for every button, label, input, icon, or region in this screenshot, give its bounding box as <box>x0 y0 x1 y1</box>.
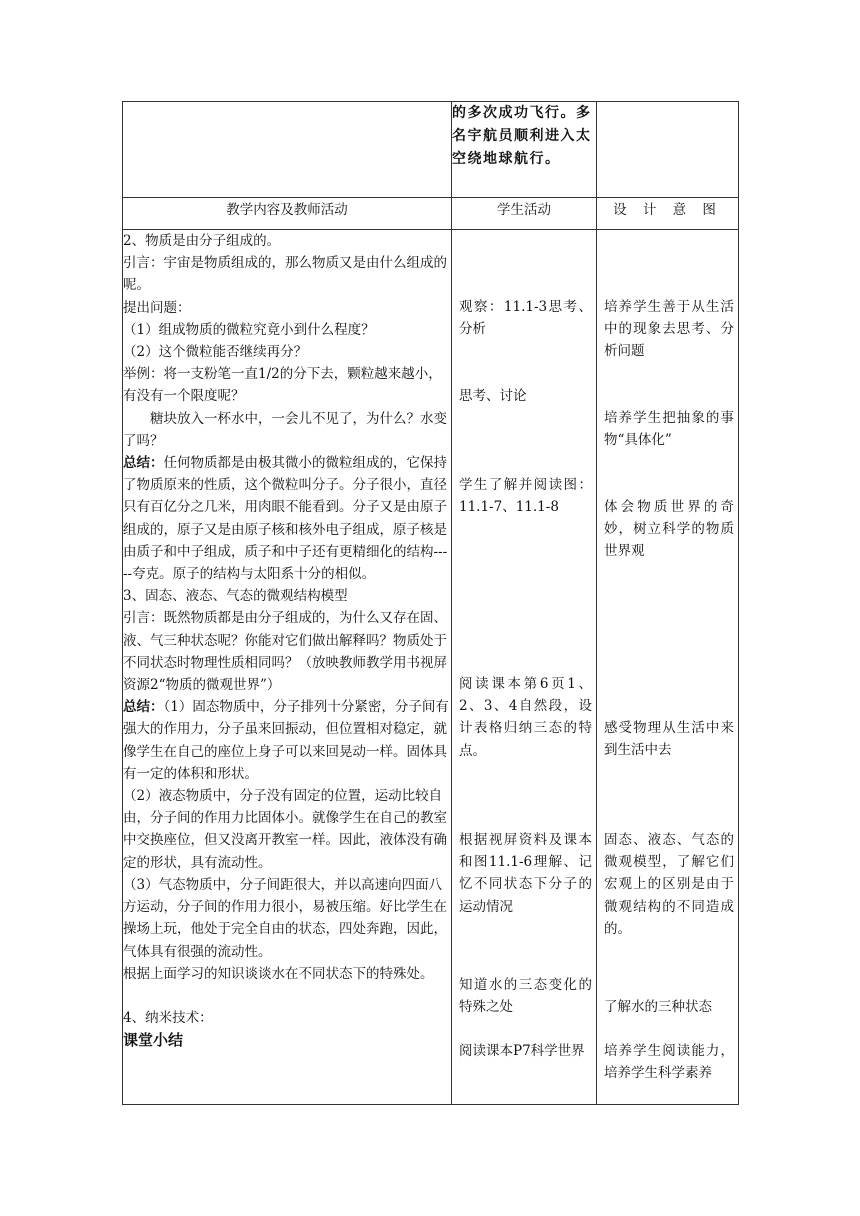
continued-student-cell: 的多次成功飞行。多名宇航员顺利进入太空绕地球航行。 <box>452 102 597 198</box>
gas-state-text: （3）气态物质中，分子间距很大，并以高速向四面八方运动，分子间的作用力很小，易被压缩。好比学生在操场上玩，他处于完全自由的状态，四处奔跑，因此，气体具有很强的流动性。 <box>123 876 447 960</box>
water-discussion: 根据上面学习的知识谈谈水在不同状态下的特殊处。 <box>123 965 434 982</box>
student-activity-cell <box>452 230 597 1105</box>
header-design: 设 计 意 图 <box>597 198 739 230</box>
teaching-content-cell <box>123 230 452 1105</box>
student-activity-1: 观察：11.1-3思考、分析 <box>459 299 592 338</box>
design-intent-7: 培养学生阅读能力，培养学生科学素养 <box>604 1043 734 1082</box>
intro-text-2: 引言：既然物质都是由分子组成的，为什么又存在固、液、气三种状态呢？你能对它们做出解释吗？物质处于不同状态时物理性质相同吗？（放映教师教学用书视屏资源2“物质的微观世界”） <box>123 610 447 694</box>
student-activity-7: 阅读课本P7科学世界 <box>459 1043 585 1059</box>
design-intent-3: 体会物质世界的奇妙，树立科学的物质世界观 <box>604 499 734 560</box>
student-activity-3: 学生了解并阅读图：11.1-7、11.1-8 <box>459 477 592 516</box>
summary-2-label: 总结： <box>123 699 164 716</box>
student-activity-5: 根据视屏资料及课本和图11.1-6理解、记忆不同状态下分子的运动情况 <box>459 832 592 915</box>
intro-text-1: 引言：宇宙是物质组成的，那么物质又是由什么组成的呢。 <box>123 255 447 294</box>
question-2: （2）这个微粒能否继续再分？ <box>123 344 308 361</box>
class-summary-title: 课堂小结 <box>123 1031 184 1050</box>
student-activity-6: 知道水的三态变化的特殊之处 <box>459 977 592 1016</box>
question-1: （1）组成物质的微粒究竟小到什么程度？ <box>123 321 375 338</box>
continued-design-cell <box>597 102 739 198</box>
section-2-heading: 2、物质是由分子组成的。 <box>123 233 281 249</box>
header-teaching: 教学内容及教师活动 <box>123 198 452 230</box>
liquid-state-text: （2）液态物质中，分子没有固定的位置，运动比较自由，分子间的作用力比固体小。就像学生在自己的教室中交换座位，但又没离开教室一样。因此，液体没有确定的形状，具有流动性。 <box>123 788 447 871</box>
header-row <box>123 198 739 230</box>
design-intent-2: 培养学生把抽象的事物“具体化” <box>604 410 734 449</box>
lesson-plan-table <box>122 101 739 1105</box>
example-chalk: 举例：将一支粉笔一直1/2的分下去，颗粒越来越小，有没有一个限度呢？ <box>123 366 442 405</box>
section-3-heading: 3、固态、液态、气态的微观结构模型 <box>123 588 348 605</box>
summary-2-text: （1）固态物质中，分子排列十分紧密，分子间有强大的作用力，分子虽来回振动，但位置相对稳定，就像学生在自己的座位上身子可以来回晃动一样。固体具有一定的体积和形状。 <box>123 699 449 782</box>
summary-1 <box>123 452 451 585</box>
student-activity-4: 阅读课本第6页1、2、3、4自然段，设计表格归纳三态的特点。 <box>459 676 592 759</box>
student-activity-2: 思考、讨论 <box>459 388 527 404</box>
design-intent-cell <box>597 230 739 1105</box>
design-intent-6: 了解水的三种状态 <box>604 999 712 1015</box>
header-student: 学生活动 <box>452 198 597 230</box>
section-4-heading: 4、纳米技术： <box>123 1009 213 1026</box>
design-intent-5: 固态、液态、气态的微观模型，了解它们宏观上的区别是由于微观结构的不同造成的。 <box>604 832 734 937</box>
continued-row <box>123 102 739 198</box>
question-label: 提出问题： <box>123 299 191 316</box>
design-intent-1: 培养学生善于从生活中的现象去思考、分析问题 <box>604 299 734 360</box>
summary-1-text: 任何物质都是由极其微小的微粒组成的，它保持了物质原来的性质，这个微粒叫分子。分子很小，直径只有百亿分之几米，用肉眼不能看到。分子又是由原子组成的，原子又是由原子核和核外电子组成，原子核是由质子和中子组成，质子和中子还有更精细化的结构-----夸克。原子的结构与太阳系十分的相似。 <box>123 455 448 583</box>
continued-teaching-cell <box>123 102 452 198</box>
design-intent-4: 感受物理从生活中来到生活中去 <box>604 720 734 759</box>
content-row <box>123 230 739 1105</box>
summary-1-label: 总结： <box>123 455 164 472</box>
summary-2 <box>123 696 451 785</box>
example-sugar: 糖块放入一杯水中，一会儿不见了，为什么？水变了吗？ <box>123 410 447 449</box>
